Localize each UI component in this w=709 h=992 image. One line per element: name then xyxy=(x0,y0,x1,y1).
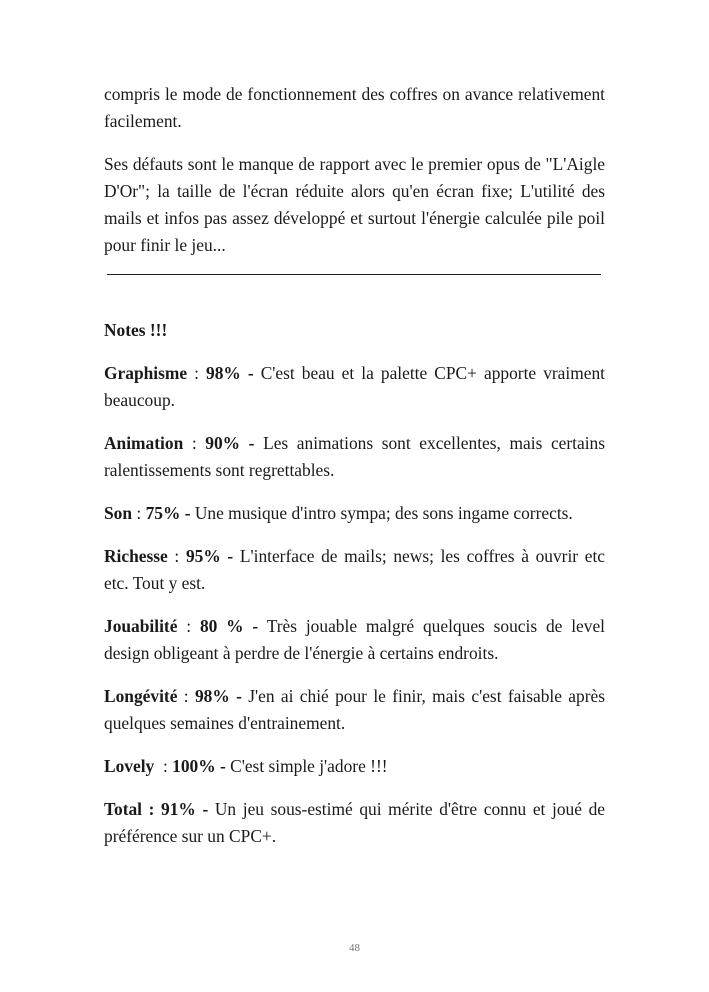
note-score: 100% - xyxy=(172,756,226,776)
note-lovely xyxy=(104,753,605,780)
note-score: 95% - xyxy=(185,546,234,566)
note-text: Les animations sont excellentes, mais certains ralentissements sont regrettables. xyxy=(104,433,606,480)
intro-paragraph-1: compris le mode de fonctionnement des coffres on avance relativement facilement. xyxy=(104,84,605,131)
section-divider xyxy=(107,274,601,275)
page-number: 48 xyxy=(349,942,360,954)
note-total xyxy=(104,796,605,850)
note-animation xyxy=(104,430,605,484)
note-text: Un jeu sous-estimé qui mérite d'être connu et joué de préférence sur un CPC+. xyxy=(104,799,605,846)
note-separator: : xyxy=(132,503,146,523)
note-separator: : xyxy=(154,756,173,776)
note-separator: : xyxy=(177,686,195,706)
note-score: 75% - xyxy=(145,503,191,523)
note-text: C'est beau et la palette CPC+ apporte vraiment beaucoup. xyxy=(104,363,606,410)
intro-paragraph-2: Ses défauts sont le manque de rapport avec le premier opus de "L'Aigle D'Or"; la taille de l'écran réduite alors qu'en écran fixe; L'utilité des mails et infos pas assez développé et surtout l'énergie calculée pile poil pour finir le jeu... xyxy=(104,154,605,255)
note-label: Jouabilité xyxy=(104,616,178,636)
note-label: Graphisme xyxy=(104,363,188,383)
note-label: Son xyxy=(104,503,133,523)
note-text: Une musique d'intro sympa; des sons ingame corrects. xyxy=(190,503,573,523)
note-text: Très jouable malgré quelques soucis de level design obligeant à perdre de l'énergie à certains endroits. xyxy=(104,616,605,663)
notes-title: Notes !!! xyxy=(104,320,168,340)
intro-section xyxy=(104,81,605,275)
note-label: Longévité xyxy=(104,686,178,706)
note-text: L'interface de mails; news; les coffres à ouvrir etc etc. Tout y est. xyxy=(104,546,606,593)
note-score: 90% - xyxy=(205,433,255,453)
note-separator: : xyxy=(187,363,207,383)
note-text: C'est simple j'adore !!! xyxy=(225,756,388,776)
note-separator: : xyxy=(177,616,200,636)
note-label: Lovely xyxy=(104,756,155,776)
note-score: 98% - xyxy=(206,363,254,383)
note-label: Total : 91% xyxy=(104,799,196,819)
notes-section xyxy=(104,317,605,866)
note-score: 80 % - xyxy=(199,616,259,636)
note-score: 98% - xyxy=(194,686,242,706)
note-label: Richesse xyxy=(104,546,168,566)
note-longevite xyxy=(104,683,605,737)
note-score: - xyxy=(202,799,209,819)
note-son xyxy=(104,500,605,527)
note-separator: : xyxy=(167,546,186,566)
note-separator: : xyxy=(183,433,206,453)
note-graphisme xyxy=(104,360,605,414)
note-label: Animation xyxy=(104,433,184,453)
note-jouabilite xyxy=(104,613,605,667)
note-text: J'en ai chié pour le finir, mais c'est faisable après quelques semaines d'entrainement. xyxy=(104,686,605,733)
note-richesse xyxy=(104,543,605,597)
